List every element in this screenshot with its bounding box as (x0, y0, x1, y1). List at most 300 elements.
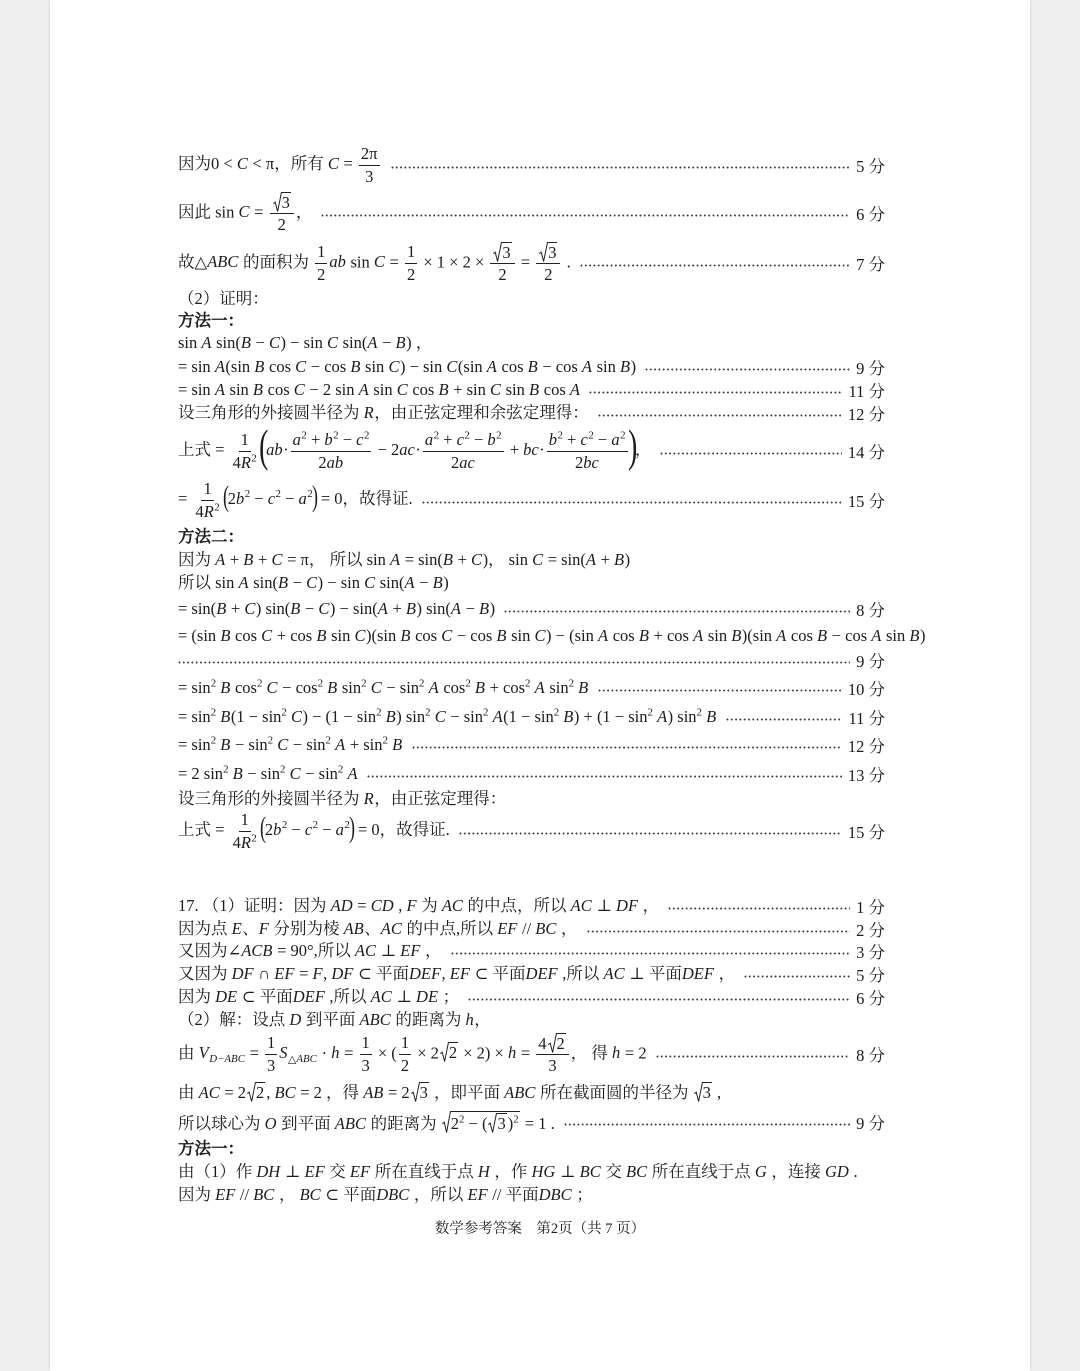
math-variable: B (254, 357, 265, 377)
math-variable: ABC (504, 1082, 536, 1102)
math-variable: R (240, 832, 251, 852)
large-parenthesis: ) (348, 811, 355, 844)
math-variable: BC (535, 919, 557, 939)
line-content: 又因为 DF ∩ EF = F, DF ⊂ 平面DEF, EF ⊂ 平面DEF ,所以 AC ⊥ 平面DEF ， (178, 964, 736, 984)
superscript: 2 (244, 488, 251, 501)
dot-leader (580, 264, 850, 267)
math-variable: a (611, 430, 620, 450)
math-variable: A (486, 357, 497, 377)
math-variable: A (404, 573, 415, 593)
superscript: 2 (210, 706, 217, 719)
math-variable: b (235, 488, 245, 508)
math-variable: B (474, 678, 485, 698)
math-variable: C (238, 201, 250, 221)
square-root (539, 242, 557, 262)
math-variable: A (585, 550, 596, 570)
score-points: 9 分 (856, 1114, 885, 1133)
math-variable: h (465, 1010, 474, 1030)
superscript: 2 (620, 429, 626, 442)
radical-sign-icon (411, 1082, 420, 1102)
math-variable: DF (231, 964, 254, 984)
fraction (536, 1033, 569, 1076)
dot-leader (422, 501, 842, 504)
superscript: 2 (251, 451, 257, 464)
math-variable: S (279, 1042, 288, 1062)
score-points: 7 分 (856, 255, 885, 274)
score-points: 15 分 (847, 492, 885, 511)
math-variable: A (428, 678, 439, 698)
superscript: 2 (307, 488, 313, 501)
math-variable: A (347, 764, 358, 784)
fraction (423, 430, 504, 472)
math-variable: EF (449, 964, 470, 984)
superscript: 2 (425, 706, 431, 719)
line-content: （2）证明： (178, 289, 269, 309)
radicand: 3 (497, 1113, 506, 1133)
math-variable: B (442, 550, 453, 570)
fraction (270, 192, 294, 235)
fraction (231, 810, 259, 852)
fraction-numerator (536, 242, 560, 264)
line-content: 所以球心为 O 到平面 ABC 的距离为 $2^2$ − ( 3 )$^2$ = 1 . (178, 1111, 555, 1134)
fraction-denominator: 2 (406, 264, 416, 284)
math-variable: C (306, 573, 318, 593)
method-2-conclusion (178, 811, 885, 851)
fraction-denominator: 2bc (574, 452, 599, 472)
math-variable: A (238, 573, 249, 593)
fraction (399, 1033, 411, 1075)
math-variable: c (267, 488, 276, 508)
math-variable: h (331, 1042, 340, 1062)
superscript: 2 (301, 429, 307, 442)
dot-leader (321, 214, 850, 217)
math-variable: A (214, 380, 225, 400)
dot-leader (178, 661, 850, 664)
math-variable: B (220, 735, 231, 755)
math-variable: R (363, 789, 374, 809)
line-content: = $\frac{1}{4R^2}$ $(2b^2 - c^2 - a^2) = 0$，故得证. (178, 479, 413, 521)
score-points: 5 分 (856, 157, 885, 176)
math-variable: B (817, 626, 828, 646)
superscript: 2 (267, 734, 274, 747)
math-variable: a (424, 430, 434, 450)
math-variable: C (446, 357, 458, 377)
math-variable: DEF (292, 987, 325, 1007)
fraction-numerator: 1 (360, 1033, 372, 1054)
math-variable: h (612, 1042, 621, 1062)
math-variable: C (261, 626, 273, 646)
radical-sign-icon (440, 1042, 449, 1062)
math-variable: B (316, 626, 327, 646)
math-variable: ab (326, 452, 344, 472)
superscript: 2 (557, 429, 563, 442)
math-variable: EF (467, 1185, 488, 1205)
math-variable: AC (198, 1082, 220, 1102)
score-points: 6 分 (856, 205, 885, 224)
dot-leader (726, 718, 843, 721)
problem-17-method-1-step-2 (178, 1175, 885, 1215)
superscript: 2 (361, 677, 367, 690)
math-variable: DE (215, 987, 238, 1007)
dot-leader (367, 775, 842, 778)
line-content: sin A sin(B − C) − sin C sin(A − B) ， (178, 333, 433, 353)
fraction-numerator: 1 (265, 1033, 277, 1054)
fraction-numerator: 2π (359, 144, 380, 165)
math-variable: B (392, 735, 403, 755)
math-variable: B (243, 550, 254, 570)
math-variable: DEF (408, 964, 442, 984)
fraction (193, 479, 221, 521)
math-variable: B (400, 626, 411, 646)
line-content: 由 $V_{D-ABC}$ = $\frac{1}{3}$ $S_{\triangle ABC} \cdot h$ = $\frac{1}{3}$ × ( $\frac{1}{2}$ × 2 2 × 2) × h = 4 2 3 ， 得 h = 2 (178, 1033, 647, 1075)
math-variable: B (563, 707, 574, 727)
math-variable: B (327, 678, 338, 698)
math-variable: ac (459, 452, 475, 472)
score-points: 3 分 (856, 943, 885, 962)
square-root (493, 242, 511, 262)
fraction-denominator: 2ab (318, 452, 344, 472)
line-content: = 2 $\sin^2 B - \sin^2 C - \sin^2 A$ (178, 763, 358, 784)
radical-sign-icon (247, 1082, 256, 1102)
superscript: 2 (496, 429, 502, 442)
math-variable: EF (497, 919, 518, 939)
dot-leader (564, 1123, 850, 1126)
method-1-substitution (178, 420, 885, 472)
math-variable: A (389, 550, 401, 570)
math-variable: A (492, 707, 503, 727)
math-variable: B (496, 626, 507, 646)
superscript: 2 (281, 706, 287, 719)
radical-sign-icon (539, 242, 548, 262)
score-points: 9 分 (856, 359, 885, 378)
superscript: 2 (280, 763, 286, 776)
math-variable: DF (616, 896, 639, 916)
math-variable: A (534, 678, 545, 698)
dot-leader (598, 414, 842, 417)
math-variable: h (507, 1042, 517, 1062)
square-root (411, 1082, 429, 1102)
problem-17-part-2-volume (178, 1034, 885, 1074)
math-variable: B (385, 707, 396, 727)
math-variable: C (327, 153, 339, 173)
line-content: = $\sin^2 B(1 - \sin^2 C) - (1 - \sin^2 B)$ $\sin^2 C - \sin^2 A(1 - \sin^2 B) + (1 - \sin^2 A)$ $\sin^2 B$ (178, 706, 717, 727)
fraction-numerator: 1 (399, 1033, 411, 1054)
math-variable: B (706, 707, 717, 727)
fraction-numerator: $b^2 + c^2 - a^2$ (547, 430, 628, 451)
math-variable: C (396, 380, 408, 400)
math-variable: B (578, 678, 589, 698)
math-variable: A (569, 380, 580, 400)
math-variable: A (201, 333, 212, 353)
fraction-denominator: 2 (400, 1055, 410, 1075)
line-content: = $\sin^2 B - \sin^2 C - \sin^2 A + \sin^2 B$ (178, 734, 403, 755)
math-variable: GD (825, 1162, 849, 1182)
superscript: 2 (433, 429, 440, 442)
line-content: （2）解：设点 D 到平面 ABC 的距离为 h， (178, 1010, 491, 1030)
math-variable: ab (266, 439, 283, 459)
section-heading: 方法一： (178, 1139, 244, 1159)
line-content: 由 AC = 2 2 , BC = 2 ，得 AB = 2 3 ，即平面 ABC 所在截面圆的半径为 3 , (178, 1082, 722, 1102)
section-heading: 方法一： (178, 311, 244, 331)
math-variable: C (373, 251, 385, 271)
radical-sign-icon (273, 192, 282, 212)
math-variable: C (290, 707, 302, 727)
line-content: = $\sin^2 B$ $\cos^2 C - \cos^2 B$ $\sin^2 C - \sin^2 A$ $\cos^2 B + \cos^2 A$ $\sin^2 B$ (178, 677, 589, 698)
radicand: $2^2$ − ( 3 )$^2$ (450, 1111, 520, 1133)
math-variable: R (203, 501, 214, 521)
math-variable: R (240, 452, 251, 472)
line-content: 设三角形的外接圆半径为 R，由正弦定理和余弦定理得： (178, 403, 589, 423)
superscript: 2 (525, 677, 531, 690)
math-variable: C (354, 626, 366, 646)
superscript: 2 (696, 706, 702, 719)
math-variable: AC (570, 896, 592, 916)
math-variable: C (490, 380, 502, 400)
math-variable: EF (349, 1162, 371, 1182)
math-variable: C (364, 573, 376, 593)
math-variable: H (477, 1162, 490, 1182)
line-content: 所以 sin A sin(B − C) − sin C sin(A − B) (178, 573, 449, 593)
math-variable: B (527, 357, 538, 377)
line-content: 由（1）作 DH ⊥ EF 交 EF 所在直线于点 H ，作 HG ⊥ BC 交 BC 所在直线于点 G ，连接 GD . (178, 1162, 858, 1182)
fraction-denominator: 2ac (451, 452, 475, 472)
fraction (315, 242, 327, 284)
radicand: 3 (419, 1082, 428, 1102)
fraction-denominator: $4R^2$ (232, 451, 257, 472)
math-variable: ab (329, 251, 346, 271)
line-content: 因为 A + B + C = π， 所以 sin A = sin(B + C)， sin C = sin(A + B) (178, 550, 631, 570)
line-content: 设三角形的外接圆半径为 R，由正弦定理得： (178, 789, 507, 809)
math-variable: EF (304, 1162, 325, 1182)
math-variable: CD (370, 896, 394, 916)
superscript: 2 (251, 831, 257, 844)
line-content: 因为 EF // BC ， BC ⊂ 平面DBC ，所以 EF // 平面DBC ； (178, 1185, 593, 1205)
math-variable: B (240, 333, 251, 353)
line-content: 因为0 < C < π，所有 C = $\frac{2\pi}{3}$ (178, 144, 378, 186)
math-variable: A (335, 735, 346, 755)
superscript: 2 (333, 429, 339, 442)
score-points: 13 分 (847, 766, 885, 785)
score-points: 9 分 (856, 652, 885, 671)
math-variable: DEF (525, 964, 558, 984)
math-variable: b (548, 430, 557, 450)
math-variable: C (326, 333, 338, 353)
superscript: 2 (275, 488, 281, 501)
fraction-denominator: $4R^2$ (195, 500, 220, 521)
math-variable: B (529, 380, 540, 400)
math-variable: C (471, 550, 483, 570)
math-variable: F (312, 964, 323, 984)
math-variable: bc (583, 452, 599, 472)
math-variable: HG (531, 1162, 556, 1182)
superscript: 2 (210, 677, 217, 690)
superscript: 2 (210, 734, 217, 747)
fraction (359, 144, 380, 186)
math-variable: b (273, 819, 282, 839)
section-heading: 方法二： (178, 527, 244, 547)
score-points: 1 分 (856, 898, 885, 917)
math-variable: BC (253, 1185, 275, 1205)
math-variable: B (620, 357, 631, 377)
line-content: = sin(B + C) sin(B − C) − sin(A + B) sin(A − B) (178, 599, 496, 619)
math-variable: A (776, 626, 787, 646)
math-variable: B (405, 599, 416, 619)
square-root (273, 192, 291, 212)
large-parenthesis: ( (259, 811, 266, 844)
fraction-numerator: $a^2 + c^2 - b^2$ (423, 430, 504, 451)
superscript: 2 (256, 677, 263, 690)
math-variable: B (220, 678, 231, 698)
math-variable: AB (343, 919, 364, 939)
math-variable: DBC (376, 1185, 410, 1205)
score-points: 14 分 (847, 443, 885, 462)
math-variable: AC (370, 987, 392, 1007)
radical-sign-icon (493, 242, 502, 262)
score-points: 2 分 (856, 921, 885, 940)
math-variable: B (438, 380, 449, 400)
math-variable: V (198, 1042, 209, 1062)
square-root (247, 1082, 265, 1102)
score-points: 8 分 (856, 601, 885, 620)
math-variable: G (754, 1162, 767, 1182)
dot-leader (391, 166, 851, 169)
math-variable: C (370, 678, 382, 698)
dot-leader (660, 452, 842, 455)
math-variable: A (693, 626, 704, 646)
math-variable: BC (579, 1162, 601, 1182)
superscript: 2 (344, 819, 350, 832)
math-variable: C (271, 550, 283, 570)
dot-leader (504, 610, 850, 613)
large-parenthesis: ( (258, 420, 269, 471)
square-root (548, 1033, 566, 1053)
math-variable: B (220, 626, 231, 646)
superscript: 2 (214, 500, 220, 513)
math-variable: ABC (296, 1052, 317, 1065)
line-content: 上式 = $\frac{1}{4R^2}$ $(2b^2 - c^2 - a^2) = 0$，故得证. (178, 810, 450, 852)
superscript: 2 (465, 677, 471, 690)
fraction-denominator: 3 (267, 1055, 276, 1075)
math-variable: B (277, 573, 289, 593)
fraction-denominator: 2 (317, 264, 326, 284)
math-variable: C (295, 357, 307, 377)
math-variable: ABC (334, 1113, 366, 1133)
math-variable: c (356, 430, 364, 450)
math-variable: ABC (207, 251, 239, 271)
math-variable: C (293, 380, 305, 400)
superscript: 2 (568, 677, 575, 690)
radicand: 3 (281, 192, 290, 212)
fraction-denominator: 2 (544, 265, 553, 284)
math-variable: B (252, 380, 264, 400)
fraction-denominator: 2 (498, 265, 507, 284)
fraction-numerator: 4 2 (536, 1033, 569, 1055)
fraction (405, 242, 417, 284)
math-variable: C (269, 333, 281, 353)
math-variable: AB (363, 1082, 384, 1102)
math-variable: DEF (681, 964, 714, 984)
fraction-numerator: 1 (201, 479, 213, 500)
score-points: 8 分 (856, 1046, 885, 1065)
math-variable: A (657, 707, 668, 727)
line-sin-c-value (178, 193, 885, 233)
fraction (547, 430, 628, 472)
large-parenthesis: ) (311, 480, 318, 513)
math-variable: D−ABC (209, 1052, 245, 1065)
math-variable: O (264, 1113, 277, 1133)
line-content: 上式 = $\frac{1}{4R^2}$ (ab· $\frac{a^2 + b^2 - c^2}{2ab}$ − 2ac· $\frac{a^2 + c^2 - b^2}{2ac}$ + bc· $\frac{b^2 + c^2 - a^2}{2bc}$ )， (178, 420, 652, 472)
math-variable: C (266, 678, 278, 698)
math-variable: C (441, 626, 453, 646)
fraction-numerator: 1 (315, 242, 327, 263)
math-variable: DBC (538, 1185, 572, 1205)
math-variable: BC (625, 1162, 648, 1182)
math-variable: A (597, 626, 609, 646)
line-content: = sin A sin B cos C − 2 sin A sin C cos B + sin C sin B cos A (178, 380, 580, 400)
superscript: 2 (647, 706, 653, 719)
dot-leader (412, 746, 842, 749)
math-variable: A (377, 599, 388, 619)
fraction-numerator: 1 (239, 810, 251, 831)
superscript: 2 (553, 706, 560, 719)
fraction (291, 430, 372, 472)
superscript: 2 (458, 1112, 465, 1125)
math-variable: DF (331, 964, 354, 984)
math-variable: C (318, 599, 330, 619)
fraction-denominator: 2 (277, 215, 286, 234)
math-variable: E (231, 919, 242, 939)
math-variable: C (434, 707, 446, 727)
math-variable: C (244, 599, 256, 619)
superscript: 2 (382, 734, 388, 747)
line-content: 17. （1）证明：因为 AD = CD , F 为 AC 的中点，所以 AC ⊥ DF ， (178, 896, 660, 916)
math-variable: ABC (359, 1010, 391, 1030)
math-variable: AC (380, 919, 402, 939)
math-variable: c (304, 819, 313, 839)
math-variable: B (395, 333, 406, 353)
math-variable: F (406, 896, 417, 916)
math-variable: B (638, 626, 649, 646)
math-variable: AC (354, 941, 376, 961)
line-angle-c-value (178, 145, 885, 185)
math-variable: c (580, 430, 588, 450)
math-variable: B (220, 707, 231, 727)
math-variable: A (581, 357, 592, 377)
subscript (209, 1053, 245, 1065)
fraction-numerator (490, 242, 514, 264)
math-variable: R (363, 403, 374, 423)
math-variable: EF (215, 1185, 236, 1205)
math-variable: EF (400, 941, 421, 961)
math-variable: ACB (241, 941, 273, 961)
superscript: 2 (325, 734, 331, 747)
square-root (440, 1042, 458, 1062)
score-points: 15 分 (847, 823, 885, 842)
dot-leader (459, 832, 842, 835)
math-variable: AC (603, 964, 625, 984)
fraction-numerator: $a^2 + b^2 - c^2$ (291, 430, 372, 451)
fraction-denominator: 3 (361, 1055, 370, 1075)
math-variable: A (358, 380, 369, 400)
fraction-denominator: $4R^2$ (232, 831, 257, 852)
math-variable: C (532, 550, 544, 570)
math-variable: B (614, 550, 625, 570)
radical-sign-icon (548, 1033, 557, 1053)
radical-sign-icon (694, 1082, 703, 1102)
radicand: 3 (702, 1082, 711, 1102)
superscript: 2 (281, 819, 288, 832)
large-parenthesis: ) (627, 420, 637, 471)
